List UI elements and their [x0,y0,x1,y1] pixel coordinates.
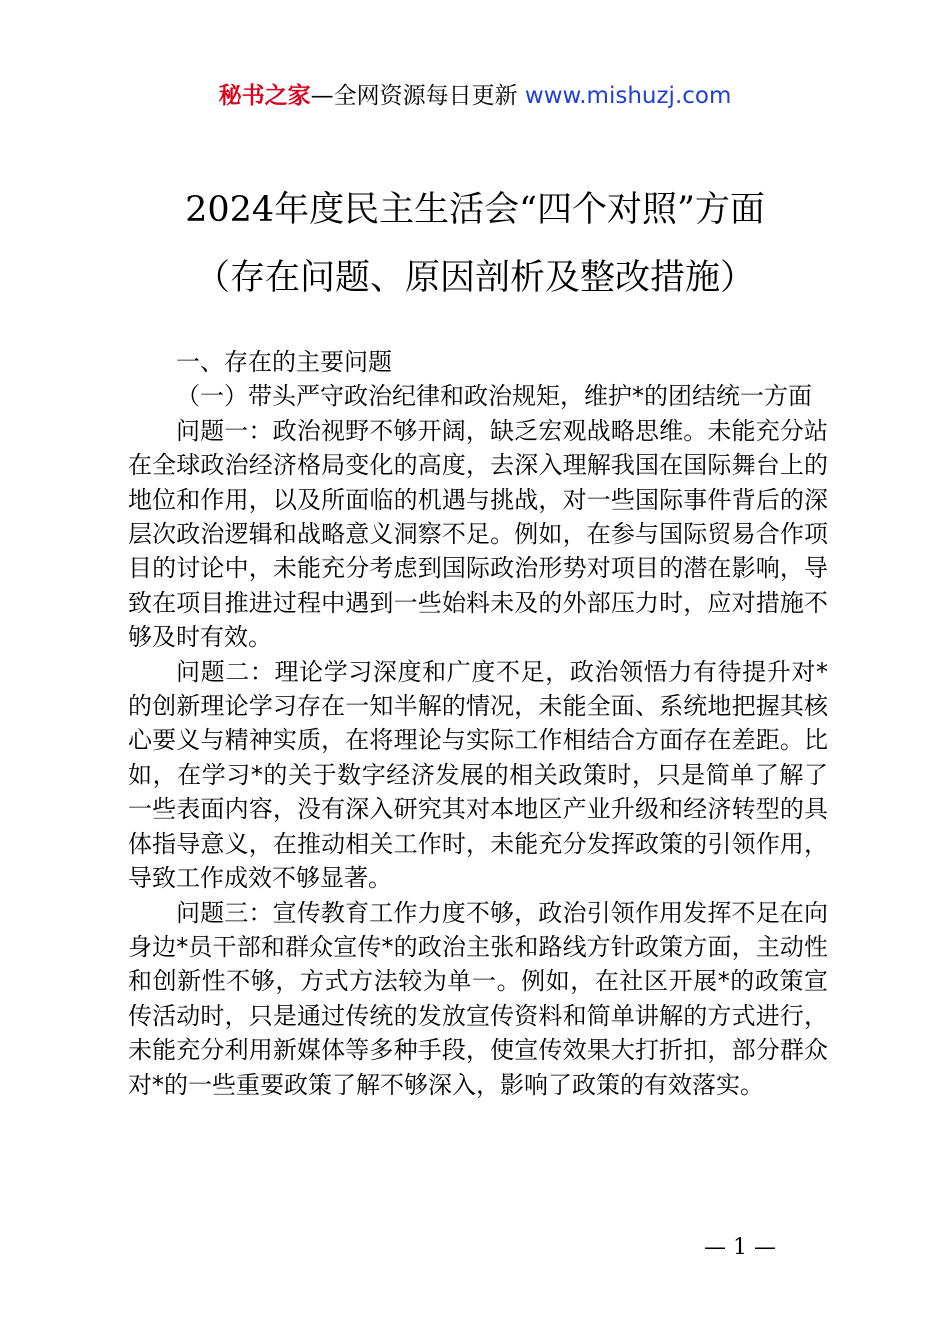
document-subtitle: （存在问题、原因剖析及整改措施） [194,258,755,298]
body-paragraph-problem-1: 问题一：政治视野不够开阔，缺乏宏观战略思维。未能充分站在全球政治经济格局变化的高度，去深入理解我国在国际舞台上的地位和作用，以及所面临的机遇与挑战，对一些国际事件背后的深层次政治逻辑和战略意义洞察不足。例如，在参与国际贸易合作项目的讨论中，未能充分考虑到国际政治形势对项目的潜在影响，导致在项目推进过程中遇到一些始料未及的外部压力时，应对措施不够及时有效。 [128,416,828,652]
subsection-heading: （一）带头严守政治纪律和政治规矩，维护*的团结统一方面 [176,382,812,411]
document-title: 2024年度民主生活会“四个对照”方面 [185,190,765,230]
body-paragraph-problem-2: 问题二：理论学习深度和广度不足，政治领悟力有待提升对*的创新理论学习存在一知半解的情况，未能全面、系统地把握其核心要义与精神实质，在将理论与实际工作相结合方面存在差距。比如，在学习*的关于数字经济发展的相关政策时，只是简单了解了一些表面内容，没有深入研究其对本地区产业升级和经济转型的具体指导意义，在推动相关工作时，未能充分发挥政策的引领作用，导致工作成效不够显著。 [128,657,828,893]
site-header [0,80,950,112]
site-url-link[interactable]: www.mishuzj.com [524,83,732,109]
site-slogan: —全网资源每日更新 [310,83,525,109]
section-heading: 一、存在的主要问题 [176,348,392,376]
page-number: — 1 — [704,1235,776,1260]
document-body [128,345,828,1102]
body-paragraph-problem-3: 问题三：宣传教育工作力度不够，政治引领作用发挥不足在向身边*员干部和群众宣传*的政治主张和路线方针政策方面，主动性和创新性不够，方式方法较为单一。例如，在社区开展*的政策宣传活动时，只是通过传统的发放宣传资料和简单讲解的方式进行，未能充分利用新媒体等多种手段，使宣传效果大打折扣，部分群众对*的一些重要政策了解不够深入，影响了政策的有效落实。 [128,898,828,1099]
brand-name: 秘书之家 [218,83,311,109]
